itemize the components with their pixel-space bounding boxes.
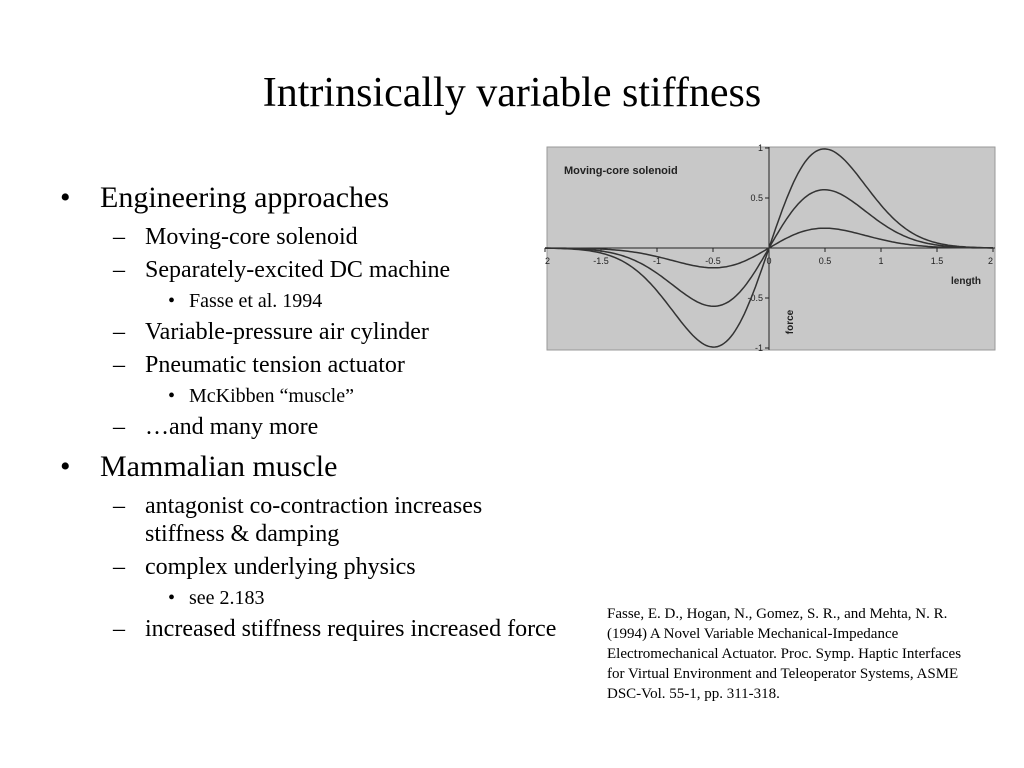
bullet-text: antagonist co-contraction increases stiffness & damping (145, 493, 483, 547)
x-tick-label: -1.5 (593, 256, 609, 266)
bullet-marker: – (113, 352, 125, 378)
x-tick-label: 1.5 (930, 256, 944, 266)
bullet-item (58, 256, 558, 284)
x-tick-label: 0.5 (818, 256, 832, 266)
bullet-text: Engineering approaches (100, 181, 390, 214)
solenoid-force-chart (545, 143, 996, 353)
bullet-marker: – (113, 493, 125, 519)
bullet-marker: – (113, 319, 125, 345)
x-axis-label: length (951, 276, 981, 287)
chart-svg (545, 143, 996, 353)
bullet-text: Variable-pressure air cylinder (145, 319, 429, 345)
y-tick-label: -0.5 (747, 293, 763, 303)
bullet-text: Fasse et al. 1994 (189, 290, 323, 312)
bullet-item (58, 553, 558, 581)
reference-citation: Fasse, E. D., Hogan, N., Gomez, S. R., and Mehta, N. R. (1994) A Novel Variable Mechanical-Impedance Electromechanical Actuator. Proc. Symp. Haptic Interfaces for Virtual Environment and Teleoperator Systems, ASME DSC-Vol. 55-1, pp. 311-318. (607, 606, 962, 702)
x-tick-label: 0 (766, 256, 772, 266)
x-tick-label: -0.5 (705, 256, 721, 266)
chart-title: Moving-core solenoid (564, 165, 678, 177)
bullet-text: Moving-core solenoid (145, 224, 358, 250)
bullet-marker: – (113, 616, 125, 642)
y-axis-label: force (785, 309, 796, 335)
bullet-item (58, 289, 558, 313)
bullet-item (58, 384, 558, 408)
bullet-item (58, 178, 558, 218)
bullet-item (58, 351, 558, 379)
y-tick-label: 1 (757, 143, 763, 153)
bullet-text: complex underlying physics (145, 554, 416, 580)
y-tick-label: 0.5 (750, 193, 763, 203)
slide-title: Intrinsically variable stiffness (262, 70, 762, 116)
bullet-item (58, 586, 558, 610)
bullet-marker: • (168, 290, 176, 312)
bullet-marker: • (168, 385, 176, 407)
bullet-item (58, 615, 558, 643)
bullet-marker: • (60, 181, 71, 214)
y-tick-label: -1 (754, 343, 763, 353)
bullet-text: see 2.183 (189, 587, 265, 609)
bullet-item (58, 447, 558, 487)
bullet-list (58, 178, 558, 643)
bullet-marker: – (113, 224, 125, 250)
bullet-marker: • (168, 587, 176, 609)
bullet-text: Pneumatic tension actuator (145, 352, 405, 378)
bullet-item (58, 318, 558, 346)
bullet-text: …and many more (145, 414, 319, 440)
x-tick-label: 2 (545, 256, 551, 266)
x-tick-label: 2 (987, 256, 993, 266)
bullet-text: increased stiffness requires increased force (145, 616, 557, 642)
bullet-marker: – (113, 414, 125, 440)
bullet-item (58, 492, 558, 548)
bullet-marker: • (60, 450, 71, 483)
bullet-marker: – (113, 257, 125, 283)
bullet-item (58, 413, 558, 441)
bullet-marker: – (113, 554, 125, 580)
bullet-text: Mammalian muscle (100, 450, 338, 483)
x-tick-label: 1 (878, 256, 884, 266)
bullet-text: Separately-excited DC machine (145, 257, 451, 283)
bullet-item (58, 223, 558, 251)
bullet-text: McKibben “muscle” (189, 385, 354, 407)
x-tick-label: -1 (652, 256, 662, 266)
